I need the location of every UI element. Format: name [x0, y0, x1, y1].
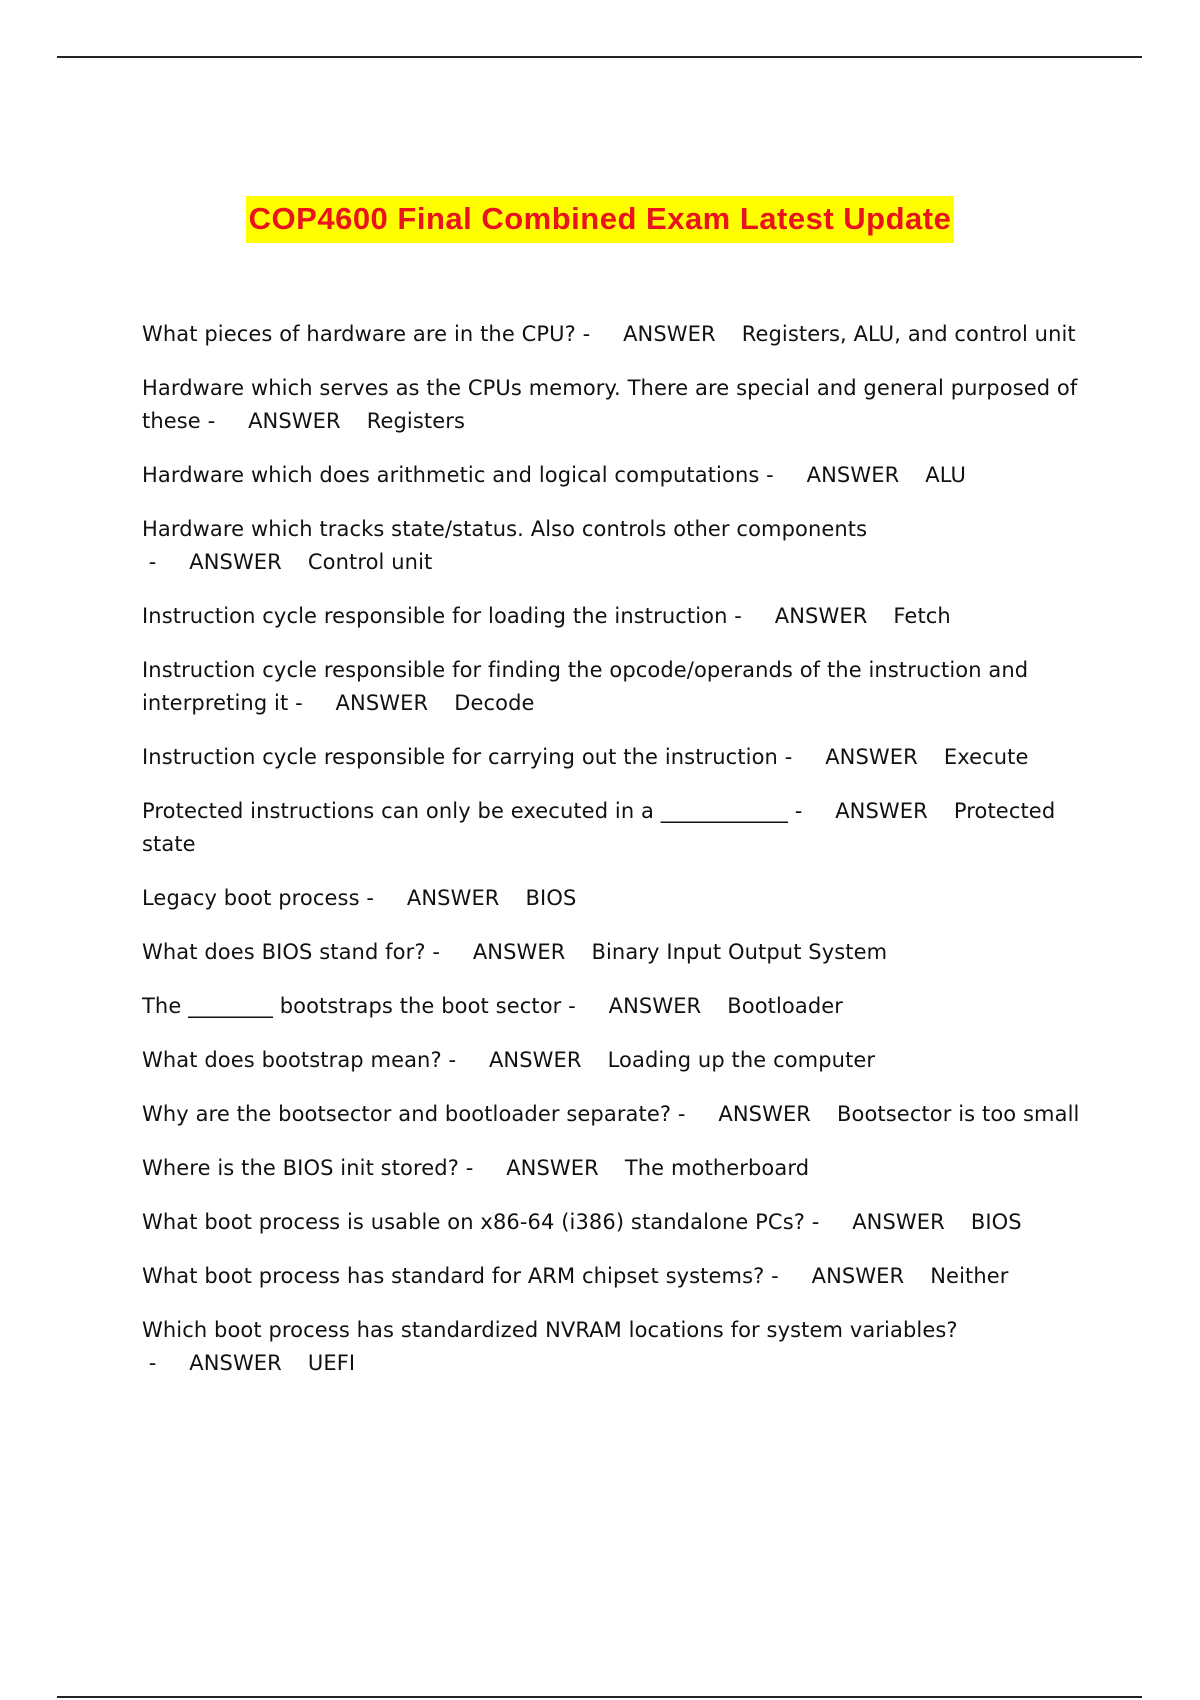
qa-item: Where is the BIOS init stored? - ANSWER The motherboard — [142, 1156, 810, 1180]
qa-item: Instruction cycle responsible for finding the opcode/operands of the instruction and interpreting it - ANSWER Decode — [142, 658, 1029, 715]
question-text: Hardware which does arithmetic and logical computations — [142, 463, 760, 487]
answer-label: ANSWER — [852, 1210, 945, 1234]
qa-item: Hardware which does arithmetic and logical computations - ANSWER ALU — [142, 463, 966, 487]
qa-item: Hardware which serves as the CPUs memory. There are special and general purposed of these - ANSWER Registers — [142, 376, 1078, 433]
question-text: What boot process has standard for ARM chipset systems? — [142, 1264, 765, 1288]
question-text: Where is the BIOS init stored? — [142, 1156, 459, 1180]
answer-label: ANSWER — [335, 691, 429, 715]
answer-text: Neither — [930, 1264, 1009, 1288]
answer-label: ANSWER — [718, 1102, 812, 1126]
answer-text: UEFI — [307, 1351, 356, 1375]
question-text: Instruction cycle responsible for loading the instruction — [142, 604, 728, 628]
answer-label: ANSWER — [189, 1351, 282, 1375]
question-text: Which boot process has standardized NVRAM locations for system variables? — [142, 1318, 958, 1342]
qa-item: Legacy boot process - ANSWER BIOS — [142, 886, 577, 910]
qa-item: What pieces of hardware are in the CPU? - ANSWER Registers, ALU, and control unit — [142, 322, 1076, 346]
answer-text: Execute — [943, 745, 1029, 769]
title-block — [0, 196, 1200, 243]
question-text: What boot process is usable on x86-64 (i386) standalone PCs? — [142, 1210, 805, 1234]
question-text: What pieces of hardware are in the CPU? — [142, 322, 576, 346]
answer-label: ANSWER — [472, 940, 566, 964]
qa-item: The ________ bootstraps the boot sector - ANSWER Bootloader — [142, 994, 844, 1018]
question-text: Protected instructions can only be executed in a ____________ — [142, 799, 788, 823]
answer-text: Registers — [366, 409, 466, 433]
document-title: COP4600 Final Combined Exam Latest Update — [246, 196, 955, 243]
answer-text: Protected state — [142, 799, 1056, 856]
answer-text: Control unit — [307, 550, 433, 574]
answer-text: Registers, ALU, and control unit — [741, 322, 1076, 346]
qa-item: Hardware which tracks state/status. Also controls other components - ANSWER Control unit — [142, 517, 868, 574]
answer-label: ANSWER — [774, 604, 868, 628]
answer-text: BIOS — [970, 1210, 1022, 1234]
answer-text: Bootloader — [727, 994, 844, 1018]
qa-item: Instruction cycle responsible for carrying out the instruction - ANSWER Execute — [142, 745, 1029, 769]
qa-list — [142, 318, 1087, 1401]
qa-item: What does BIOS stand for? - ANSWER Binary Input Output System — [142, 940, 888, 964]
qa-item: What boot process has standard for ARM chipset systems? - ANSWER Neither — [142, 1264, 1009, 1288]
answer-text: BIOS — [525, 886, 577, 910]
answer-label: ANSWER — [825, 745, 918, 769]
answer-text: Bootsector is too small — [837, 1102, 1080, 1126]
answer-label: ANSWER — [623, 322, 716, 346]
answer-text: Loading up the computer — [607, 1048, 876, 1072]
question-text: Why are the bootsector and bootloader separate? — [142, 1102, 672, 1126]
qa-item: Instruction cycle responsible for loading the instruction - ANSWER Fetch — [142, 604, 951, 628]
answer-label: ANSWER — [608, 994, 702, 1018]
question-text: Instruction cycle responsible for finding the opcode/operands of the instruction and interpreting it — [142, 658, 1029, 715]
qa-item: Why are the bootsector and bootloader separate? - ANSWER Bootsector is too small — [142, 1102, 1080, 1126]
question-text: Hardware which serves as the CPUs memory. There are special and general purposed of these — [142, 376, 1078, 433]
answer-text: Decode — [454, 691, 535, 715]
answer-label: ANSWER — [835, 799, 928, 823]
question-text: What does bootstrap mean? — [142, 1048, 442, 1072]
answer-text: ALU — [925, 463, 966, 487]
answer-label: ANSWER — [406, 886, 500, 910]
answer-label: ANSWER — [488, 1048, 582, 1072]
qa-item: Protected instructions can only be executed in a ____________ - ANSWER Protected state — [142, 799, 1056, 856]
qa-item: What boot process is usable on x86-64 (i386) standalone PCs? - ANSWER BIOS — [142, 1210, 1022, 1234]
answer-label: ANSWER — [189, 550, 282, 574]
answer-text: Binary Input Output System — [591, 940, 888, 964]
answer-label: ANSWER — [811, 1264, 905, 1288]
question-text: Instruction cycle responsible for carrying out the instruction — [142, 745, 778, 769]
answer-text: Fetch — [893, 604, 951, 628]
top-rule — [57, 56, 1142, 58]
qa-item: What does bootstrap mean? - ANSWER Loading up the computer — [142, 1048, 876, 1072]
question-text: Legacy boot process — [142, 886, 360, 910]
question-text: Hardware which tracks state/status. Also controls other components — [142, 517, 868, 541]
qa-item: Which boot process has standardized NVRAM locations for system variables? - ANSWER UEFI — [142, 1318, 958, 1375]
answer-text: The motherboard — [624, 1156, 810, 1180]
bottom-rule — [57, 1696, 1142, 1698]
answer-label: ANSWER — [506, 1156, 599, 1180]
answer-label: ANSWER — [806, 463, 900, 487]
question-text: The ________ bootstraps the boot sector — [142, 994, 562, 1018]
answer-label: ANSWER — [248, 409, 341, 433]
question-text: What does BIOS stand for? — [142, 940, 426, 964]
